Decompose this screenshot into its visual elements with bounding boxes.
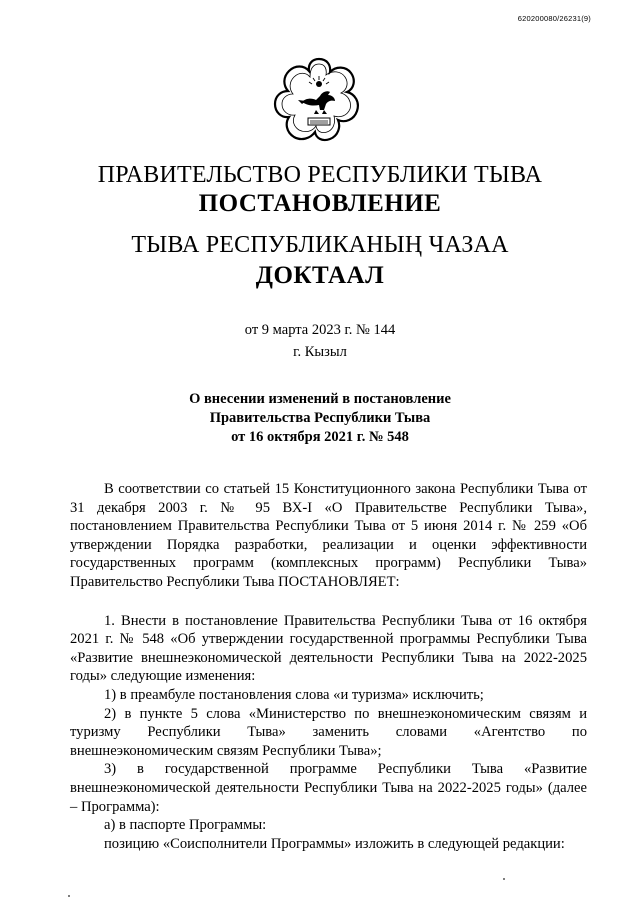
decree-title-tyv: ДОКТААЛ xyxy=(255,262,385,289)
decree-subject xyxy=(0,390,640,447)
decree-date: от 9 марта 2023 г. № 144 xyxy=(244,322,396,338)
tuva-coat-of-arms-icon xyxy=(272,54,366,144)
decree-body xyxy=(70,480,587,853)
subitem-2-paragraph: 2) в пункте 5 слова «Министерство по внешнеэкономическим связям и туризму Республики Тыва» заменить словами «Агентство по внешнеэкономическим связям Республики Тыва»; xyxy=(70,705,587,759)
subitem-3-paragraph: 3) в государственной программе Республики Тыва «Развитие внешнеэкономической деятельности Республики Тыва на 2022-2025 годы» (далее – Программа): xyxy=(70,761,587,815)
decree-city: г. Кызыл xyxy=(293,344,347,360)
subject-line-1: О внесении изменений в постановление xyxy=(189,391,451,407)
document-id: 620200080/26231(9) xyxy=(517,14,591,23)
item-1-paragraph: 1. Внести в постановление Правительства Республики Тыва от 16 октября 2021 г. № 548 «Об утверждении государственной программы Республики Тыва «Развитие внешнеэкономической деятельности Республики Тыва на 2022-2025 годы» следующие изменения: xyxy=(70,612,587,685)
decree-title-ru: ПОСТАНОВЛЕНИЕ xyxy=(198,190,442,217)
government-title-tyv: ТЫВА РЕСПУБЛИКАНЫҢ ЧАЗАА xyxy=(131,232,509,258)
scan-speck xyxy=(503,878,505,880)
subitem-1-paragraph: 1) в преамбуле постановления слова «и туризма» исключить; xyxy=(104,686,484,703)
scan-speck xyxy=(68,895,70,897)
subitem-3a-text-paragraph: позицию «Соисполнители Программы» изложить в следующей редакции: xyxy=(104,835,565,852)
government-title-ru: ПРАВИТЕЛЬСТВО РЕСПУБЛИКИ ТЫВА xyxy=(97,162,543,188)
preamble-paragraph: В соответствии со статьей 15 Конституционного закона Республики Тыва от 31 декабря 2003 г. № 95 ВХ-I «О Правительстве Республики Тыва», постановлением Правительства Республики Тыва от 5 июня 2014 г. № 259 «Об утверждении Порядка разработки, реализации и оценки эффективности государственных программ (комплексных программ) Республики Тыва» Правительство Республики Тыва ПОСТАНОВЛЯЕТ: xyxy=(70,481,587,590)
subject-line-2: Правительства Республики Тыва xyxy=(209,410,431,426)
subitem-3a-paragraph: а) в паспорте Программы: xyxy=(104,817,267,834)
subject-line-3: от 16 октября 2021 г. № 548 xyxy=(231,429,409,445)
